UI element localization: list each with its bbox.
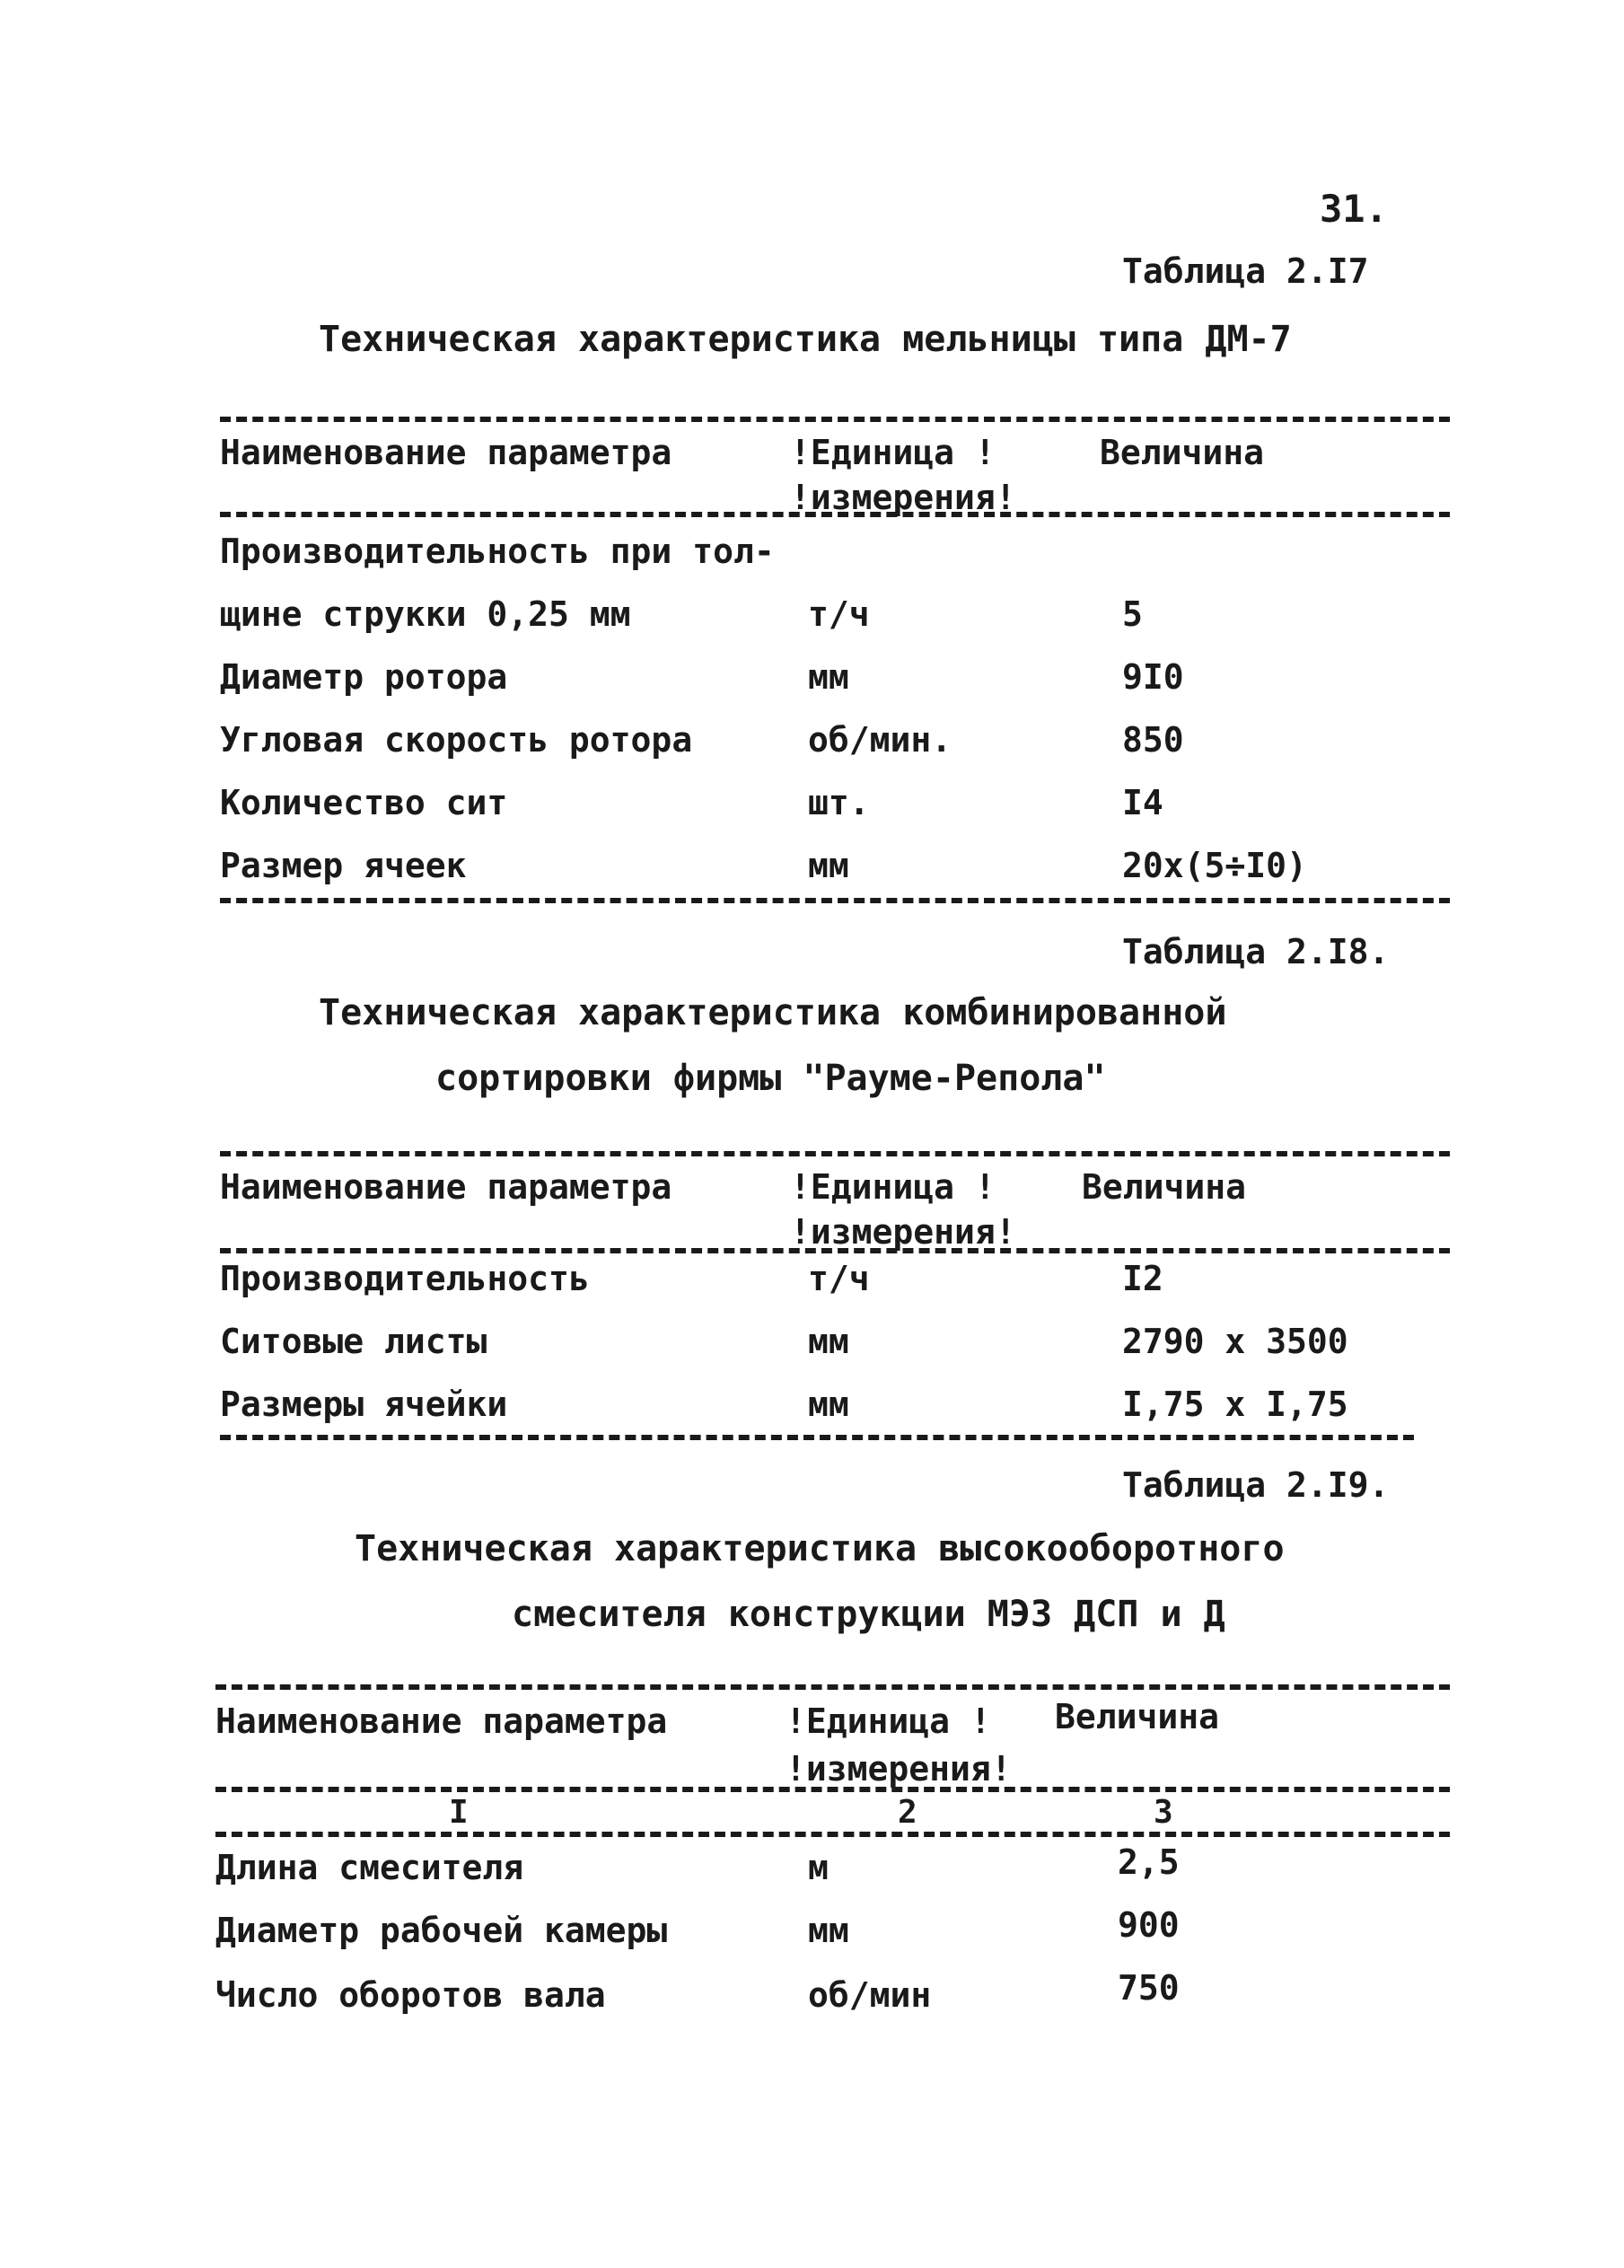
row-param: Количество сит bbox=[220, 783, 508, 822]
table-title: сортировки фирмы "Рауме-Репола" bbox=[435, 1058, 1106, 1099]
row-param: щине струкки 0,25 мм bbox=[220, 594, 631, 634]
header-value: Величина bbox=[1082, 1167, 1247, 1207]
table-rule bbox=[220, 417, 1450, 422]
header-param: Наименование параметра bbox=[220, 433, 672, 472]
column-number: 3 bbox=[1154, 1794, 1173, 1831]
table-title: Техническая характеристика комбинированной bbox=[319, 992, 1227, 1033]
header-unit-line2: !измерения! bbox=[786, 1749, 1012, 1789]
row-param: Размер ячеек bbox=[220, 846, 467, 885]
row-param: Ситовые листы bbox=[220, 1322, 487, 1361]
table-rule bbox=[220, 1151, 1450, 1156]
row-value: 900 bbox=[1118, 1905, 1180, 1945]
row-param: Диаметр рабочей камеры bbox=[215, 1911, 668, 1950]
row-unit: мм bbox=[808, 1911, 849, 1950]
table-caption: Таблица 2.I7 bbox=[1122, 251, 1369, 291]
row-value: 2790 х 3500 bbox=[1122, 1322, 1348, 1361]
header-unit-line2: !измерения! bbox=[790, 478, 1016, 517]
column-number: 2 bbox=[898, 1794, 917, 1831]
header-param: Наименование параметра bbox=[215, 1701, 668, 1741]
row-param: Угловая скорость ротора bbox=[220, 720, 693, 760]
row-value: 750 bbox=[1118, 1968, 1180, 2008]
row-param: Длина смесителя bbox=[215, 1848, 524, 1887]
table-rule bbox=[220, 512, 1450, 517]
table-title: Техническая характеристика высокооборотного bbox=[355, 1528, 1285, 1569]
row-param: Производительность при тол- bbox=[220, 532, 775, 571]
table-rule bbox=[220, 898, 1450, 903]
header-value: Величина bbox=[1055, 1697, 1220, 1736]
row-unit: об/мин. bbox=[808, 720, 952, 760]
row-value: I4 bbox=[1122, 783, 1163, 822]
row-unit: об/мин bbox=[808, 1975, 932, 2015]
row-value: I,75 х I,75 bbox=[1122, 1385, 1348, 1424]
table-rule bbox=[215, 1832, 1450, 1837]
row-unit: м bbox=[808, 1848, 829, 1887]
header-value: Величина bbox=[1100, 433, 1265, 472]
page-number: 31. bbox=[1320, 187, 1388, 231]
column-number: I bbox=[449, 1794, 469, 1831]
table-rule bbox=[220, 1248, 1450, 1253]
row-value: 5 bbox=[1122, 594, 1143, 634]
row-unit: мм bbox=[808, 846, 849, 885]
table-title: смесителя конструкции МЭЗ ДСП и Д bbox=[512, 1594, 1225, 1635]
row-unit: мм bbox=[808, 1322, 849, 1361]
header-unit: !Единица ! bbox=[790, 1167, 996, 1207]
row-unit: мм bbox=[808, 1385, 849, 1424]
header-unit: !Единица ! bbox=[790, 433, 996, 472]
table-caption: Таблица 2.I8. bbox=[1122, 932, 1390, 971]
row-param: Диаметр ротора bbox=[220, 657, 508, 697]
row-unit: шт. bbox=[808, 783, 870, 822]
row-unit: т/ч bbox=[808, 594, 870, 634]
table-rule bbox=[215, 1684, 1450, 1690]
row-param: Размеры ячейки bbox=[220, 1385, 508, 1424]
header-param: Наименование параметра bbox=[220, 1167, 672, 1207]
header-unit-line2: !измерения! bbox=[790, 1212, 1016, 1252]
row-value: I2 bbox=[1122, 1259, 1163, 1298]
row-param: Число оборотов вала bbox=[215, 1975, 606, 2015]
header-unit: !Единица ! bbox=[786, 1701, 991, 1741]
row-value: 9I0 bbox=[1122, 657, 1184, 697]
table-rule bbox=[215, 1787, 1450, 1792]
table-title: Техническая характеристика мельницы типа ДМ-7 bbox=[319, 319, 1292, 360]
table-rule bbox=[220, 1435, 1414, 1440]
row-unit: т/ч bbox=[808, 1259, 870, 1298]
row-value: 20х(5÷I0) bbox=[1122, 846, 1307, 885]
row-unit: мм bbox=[808, 657, 849, 697]
row-param: Производительность bbox=[220, 1259, 590, 1298]
row-value: 850 bbox=[1122, 720, 1184, 760]
table-caption: Таблица 2.I9. bbox=[1122, 1465, 1390, 1505]
row-value: 2,5 bbox=[1118, 1842, 1180, 1882]
